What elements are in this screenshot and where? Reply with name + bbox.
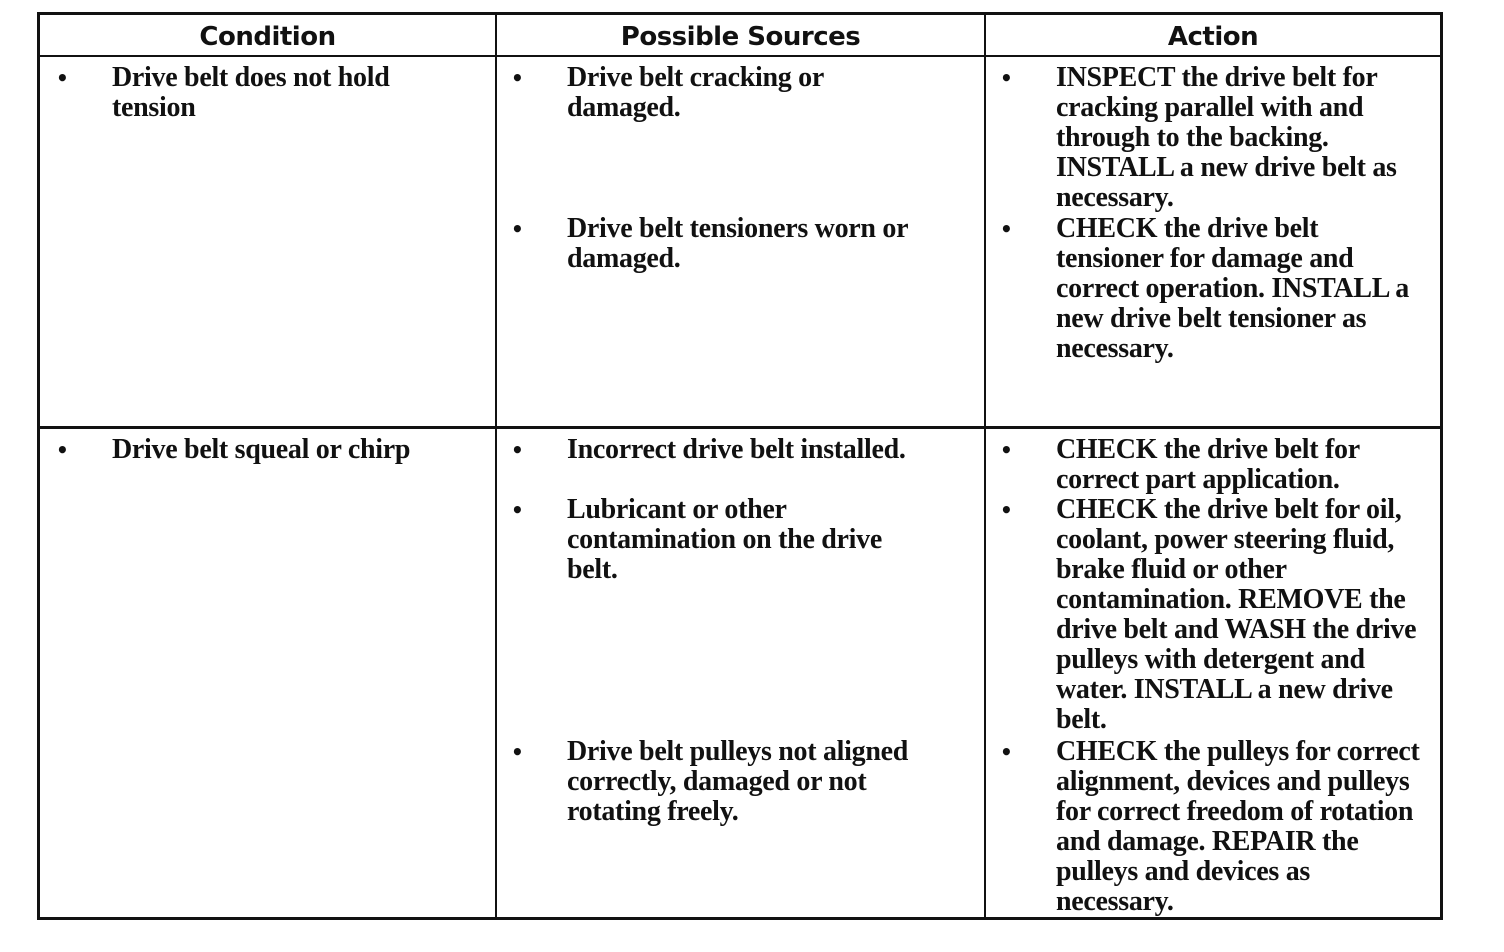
header-condition: Condition	[199, 22, 336, 52]
bullet: •	[511, 66, 524, 90]
source-text: Incorrect drive belt installed.	[567, 434, 906, 465]
bullet: •	[511, 438, 524, 462]
bullet: •	[1000, 498, 1013, 522]
source-text: Drive belt pulleys not aligned correctly, damaged or not rotating freely.	[567, 736, 909, 827]
action-item	[1000, 435, 1424, 495]
action-item	[1000, 495, 1424, 735]
bullet: •	[1000, 438, 1013, 462]
action-text: INSPECT the drive belt for cracking parallel with and through to the backing. INSTALL a new drive belt as necessary.	[1056, 62, 1397, 213]
condition-text: Drive belt does not hold tension	[112, 62, 390, 123]
action-text: CHECK the pulleys for correct alignment, devices and pulleys for correct freedom of rotation and damage. REPAIR the pulleys and devices as necessary.	[1056, 736, 1420, 917]
source-item	[511, 214, 931, 274]
bullet: •	[1000, 217, 1013, 241]
bullet: •	[511, 740, 524, 764]
condition-text: Drive belt squeal or chirp	[112, 434, 411, 465]
source-item	[511, 495, 931, 585]
action-text: CHECK the drive belt for oil, coolant, power steering fluid, brake fluid or other contamination. REMOVE the drive belt and WASH the drive pulleys with detergent and water. INSTALL a new drive belt.	[1056, 494, 1417, 735]
bullet: •	[1000, 66, 1013, 90]
bullet: •	[1000, 740, 1013, 764]
condition-item	[56, 435, 476, 465]
header-divider	[40, 55, 1440, 57]
header-action: Action	[1167, 22, 1259, 52]
source-text: Drive belt tensioners worn or damaged.	[567, 213, 908, 274]
column-divider	[984, 15, 986, 917]
bullet: •	[511, 217, 524, 241]
action-item	[1000, 214, 1424, 364]
diagnosis-table	[37, 12, 1443, 920]
source-item	[511, 737, 931, 827]
action-text: CHECK the drive belt for correct part application.	[1056, 434, 1360, 495]
action-text: CHECK the drive belt tensioner for damage and correct operation. INSTALL a new drive belt tensioner as necessary.	[1056, 213, 1409, 364]
action-item	[1000, 737, 1424, 917]
bullet: •	[511, 498, 524, 522]
source-item	[511, 435, 941, 465]
source-item	[511, 63, 931, 123]
condition-item	[56, 63, 456, 123]
row-divider	[40, 426, 1440, 429]
column-divider	[495, 15, 497, 917]
source-text: Lubricant or other contamination on the drive belt.	[567, 494, 882, 585]
bullet: •	[56, 66, 69, 90]
header-possible-sources: Possible Sources	[620, 22, 861, 52]
source-text: Drive belt cracking or damaged.	[567, 62, 824, 123]
bullet: •	[56, 438, 69, 462]
action-item	[1000, 63, 1424, 213]
